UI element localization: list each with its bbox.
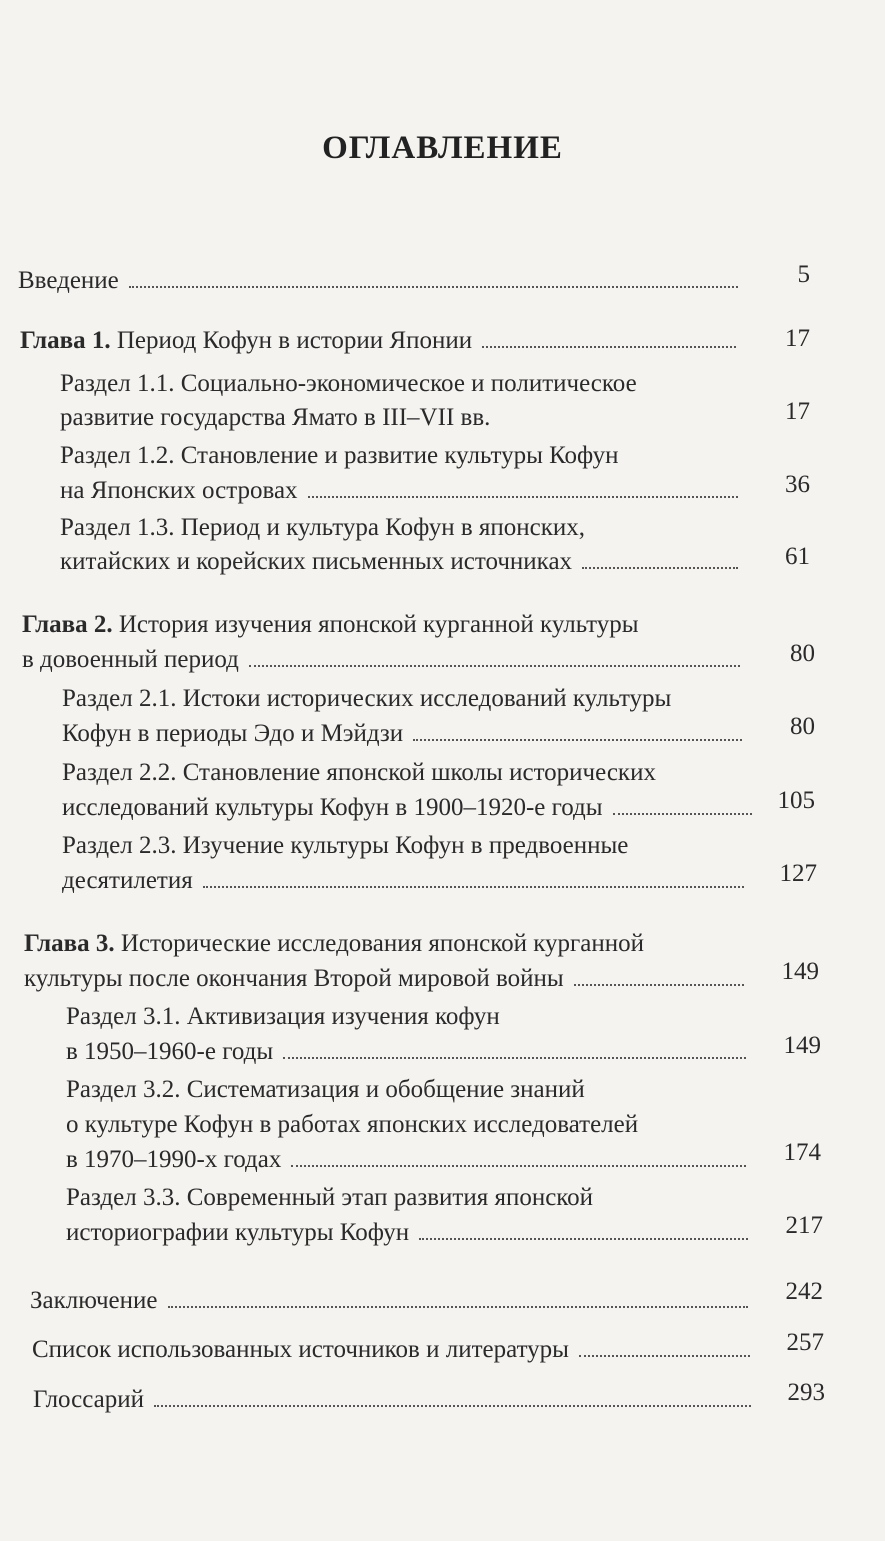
toc-section-1-2: Раздел 1.2. Становление и развитие культуры Кофун [60,442,619,469]
toc-section-3-1: Раздел 3.1. Активизация изучения кофун [66,1003,500,1030]
page-number: 80 [790,713,815,740]
toc-section-1-1: Раздел 1.1. Социально-экономическое и политическое [60,370,637,397]
page-number: 149 [781,958,819,985]
page-number: 242 [785,1278,823,1305]
page-number: 149 [783,1032,821,1059]
page-number: 5 [797,261,810,288]
toc-section-1-3-line2: китайских и корейских письменных источниках [60,543,748,581]
dot-leader [154,1405,751,1407]
toc-chapter-3 [24,925,644,963]
toc-section-2-3-line2: десятилетия [62,862,754,900]
toc-section-2-3: Раздел 2.3. Изучение культуры Кофун в предвоенные [62,832,629,859]
page-title: ОГЛАВЛЕНИЕ [322,130,563,166]
toc-entry-conclusion: Заключение [30,1282,758,1320]
entry-label: Введение [18,267,119,294]
dot-leader [482,346,736,348]
toc-chapter-2-line2: в довоенный период [22,641,750,679]
chapter-title: История изучения японской курганной культуры [118,611,639,638]
page-number: 293 [787,1379,825,1406]
chapter-prefix: Глава 3. [24,930,115,957]
dot-leader [129,286,738,288]
toc-entry-sources: Список использованных источников и литературы [32,1331,760,1369]
page-number: 80 [790,640,815,667]
dot-leader [203,886,744,888]
toc-entry-glossary: Глоссарий [33,1381,761,1419]
toc-section-1-3: Раздел 1.3. Период и культура Кофун в японских, [60,514,585,541]
toc-section-3-3: Раздел 3.3. Современный этап развития японской [66,1184,594,1211]
chapter-prefix: Глава 2. [22,611,113,638]
toc-section-1-1-line2: развитие государства Ямато в III–VII вв. [60,404,491,431]
page-number: 217 [785,1212,823,1239]
chapter-prefix: Глава 1. [20,327,111,354]
dot-leader [291,1165,746,1167]
dot-leader [582,567,738,569]
dot-leader [579,1355,750,1357]
dot-leader [283,1057,746,1059]
toc-section-3-2-line2: о культуре Кофун в работах японских исследователей [66,1111,639,1138]
page-number: 17 [785,398,810,425]
chapter-title: Исторические исследования японской курганной [120,930,645,957]
dot-leader [574,984,744,986]
toc-entry-intro [18,262,748,300]
toc-section-2-1: Раздел 2.1. Истоки исторических исследований культуры [62,685,672,712]
page-number: 105 [777,787,815,814]
toc-section-3-2: Раздел 3.2. Систематизация и обобщение знаний [66,1076,585,1103]
dot-leader [249,665,740,667]
page-number: 174 [783,1139,821,1166]
dot-leader [613,813,752,815]
page-number: 61 [785,543,810,570]
toc-section-3-3-line2: историографии культуры Кофун [66,1214,758,1252]
toc-section-1-2-line2: на Японских островах [60,472,748,510]
toc-section-3-1-line2: в 1950–1960-е годы [66,1033,756,1071]
page-number: 127 [779,860,817,887]
dot-leader [419,1238,748,1240]
page-number: 36 [785,471,810,498]
chapter-title: Период Кофун в истории Японии [116,327,473,354]
toc-section-3-2-line3: в 1970–1990-х годах [66,1141,756,1179]
dot-leader [413,739,742,741]
toc-section-2-2-line2: исследований культуры Кофун в 1900–1920-е годы [62,789,762,827]
toc-section-2-1-line2: Кофун в периоды Эдо и Мэйдзи [62,715,752,753]
page-number: 257 [786,1329,824,1356]
toc-chapter-2 [22,606,639,644]
dot-leader [308,496,738,498]
toc-section-2-2: Раздел 2.2. Становление японской школы исторических [62,759,656,786]
toc-chapter-3-line2: культуры после окончания Второй мировой войны [24,960,754,998]
dot-leader [168,1306,749,1308]
toc-chapter-1 [20,322,746,360]
page-number: 17 [785,325,810,352]
